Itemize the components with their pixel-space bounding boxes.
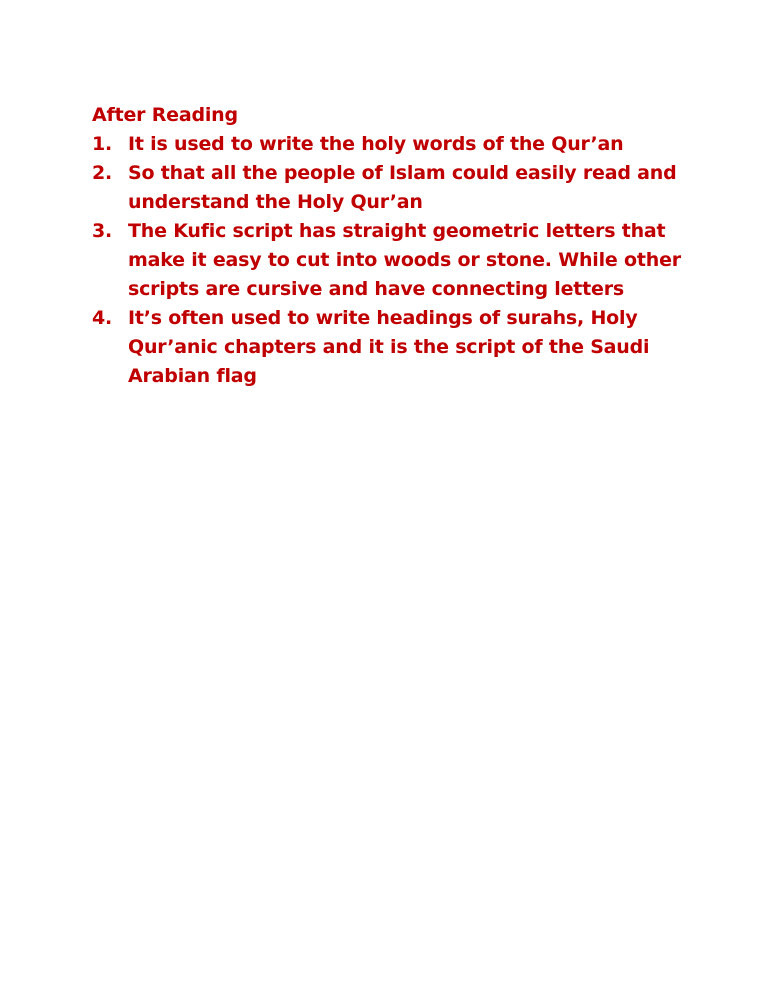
list-item bbox=[92, 304, 692, 391]
list-item bbox=[92, 130, 692, 159]
answer-list bbox=[92, 130, 692, 391]
list-item-text: The Kufic script has straight geometric letters that make it easy to cut into woods or stone. While other scripts are cursive and have connecting letters bbox=[128, 220, 681, 300]
list-item-number: 3. bbox=[92, 220, 113, 242]
list-item-text: It’s often used to write headings of surahs, Holy Qur’anic chapters and it is the script of the Saudi Arabian flag bbox=[128, 307, 650, 387]
list-item-number: 4. bbox=[92, 307, 113, 329]
list-item-number: 2. bbox=[92, 162, 113, 184]
list-item-text: It is used to write the holy words of the Qur’an bbox=[128, 133, 624, 155]
section-heading: After Reading bbox=[92, 104, 238, 126]
list-item-number: 1. bbox=[92, 133, 113, 155]
list-item-text: So that all the people of Islam could easily read and understand the Holy Qur’an bbox=[128, 162, 677, 213]
list-item bbox=[92, 217, 692, 304]
document-content bbox=[92, 101, 692, 391]
list-item bbox=[92, 159, 692, 217]
